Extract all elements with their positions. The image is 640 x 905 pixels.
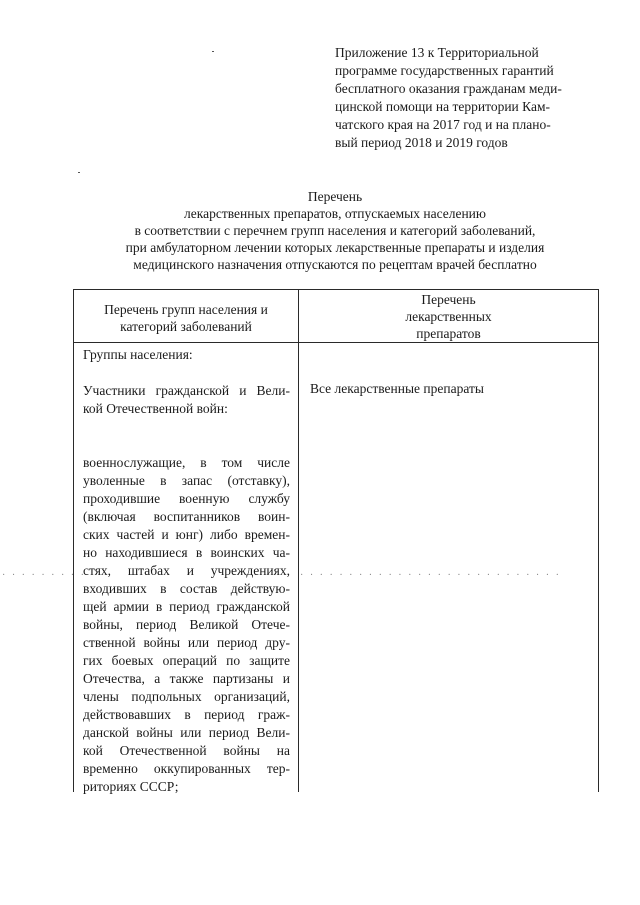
- description-line: риториях СССР;: [83, 779, 179, 794]
- header-divider: [74, 342, 598, 343]
- description-line: временно оккупированных тер-: [83, 761, 290, 776]
- scan-speck: [212, 51, 214, 52]
- groups-cell: [83, 346, 290, 796]
- title-line: лекарственных препаратов, отпускаемых населению: [184, 206, 486, 221]
- description-line: щей армии в период гражданской: [83, 599, 290, 614]
- drugs-cell: Все лекарственные препараты: [310, 381, 484, 396]
- document-title: [60, 188, 610, 273]
- section-label: Группы населения:: [83, 347, 193, 362]
- drug-list-table: [73, 289, 599, 792]
- appendix-line: цинской помощи на территории Кам-: [335, 99, 551, 114]
- appendix-line: Приложение 13 к Территориальной: [335, 45, 539, 60]
- header-groups-line: Перечень групп населения и: [104, 302, 268, 317]
- description-line: члены подпольных организаций,: [83, 689, 290, 704]
- title-line: медицинского назначения отпускаются по рецептам врачей бесплатно: [133, 257, 537, 272]
- header-groups-line: категорий заболеваний: [120, 319, 252, 334]
- appendix-line: программе государственных гарантий: [335, 63, 554, 78]
- title-line: при амбулаторном лечении которых лекарственные препараты и изделия: [125, 240, 545, 255]
- description-line: проходившие военную службу: [83, 491, 290, 506]
- title-line: в соответствии с перечнем групп населения и категорий заболеваний,: [134, 223, 536, 238]
- appendix-line: вый период 2018 и 2019 годов: [335, 135, 508, 150]
- description-line: (включая воспитанников воин-: [83, 509, 290, 524]
- description-line: Отечества, а также партизаны и: [83, 671, 290, 686]
- description-line: но находившиеся в воинских ча-: [83, 545, 290, 560]
- group-title-line: кой Отечественной войн:: [83, 401, 228, 416]
- appendix-line: бесплатного оказания гражданам меди-: [335, 81, 562, 96]
- appendix-line: чатского края на 2017 год и на плано-: [335, 117, 551, 132]
- header-drugs: [299, 291, 598, 342]
- header-drugs-line: лекарственных: [405, 309, 492, 324]
- description-line: ских частей и юнг) либо времен-: [83, 527, 290, 542]
- description-line: кой Отечественной войны на: [83, 743, 290, 758]
- appendix-note: [335, 44, 605, 152]
- header-drugs-line: Перечень: [421, 292, 476, 307]
- description-line: действовавших в период граж-: [83, 707, 290, 722]
- description-line: стях, штабах и учреждениях,: [83, 563, 290, 578]
- description-line: входивших в состав действую-: [83, 581, 290, 596]
- description-line: гих боевых операций по защите: [83, 653, 290, 668]
- description-line: уволенные в запас (отставку),: [83, 473, 290, 488]
- description-line: войны, период Великой Отече-: [83, 617, 290, 632]
- description-line: военнослужащие, в том числе: [83, 455, 290, 470]
- group-title-line: Участники гражданской и Вели-: [83, 383, 290, 398]
- column-divider: [298, 290, 299, 792]
- title-line: Перечень: [307, 189, 363, 204]
- scan-speck: [78, 172, 80, 173]
- description-line: ственной войны или период дру-: [83, 635, 290, 650]
- header-drugs-line: препаратов: [416, 326, 481, 341]
- scan-dotted-line: · · · · · · · · · · · · · · · · · · · · · · · · · · ·: [300, 570, 561, 581]
- scan-dotted-line: · · · · · · · · ·: [2, 570, 86, 581]
- description-line: данской войны или период Вели-: [83, 725, 290, 740]
- header-groups: [74, 301, 298, 335]
